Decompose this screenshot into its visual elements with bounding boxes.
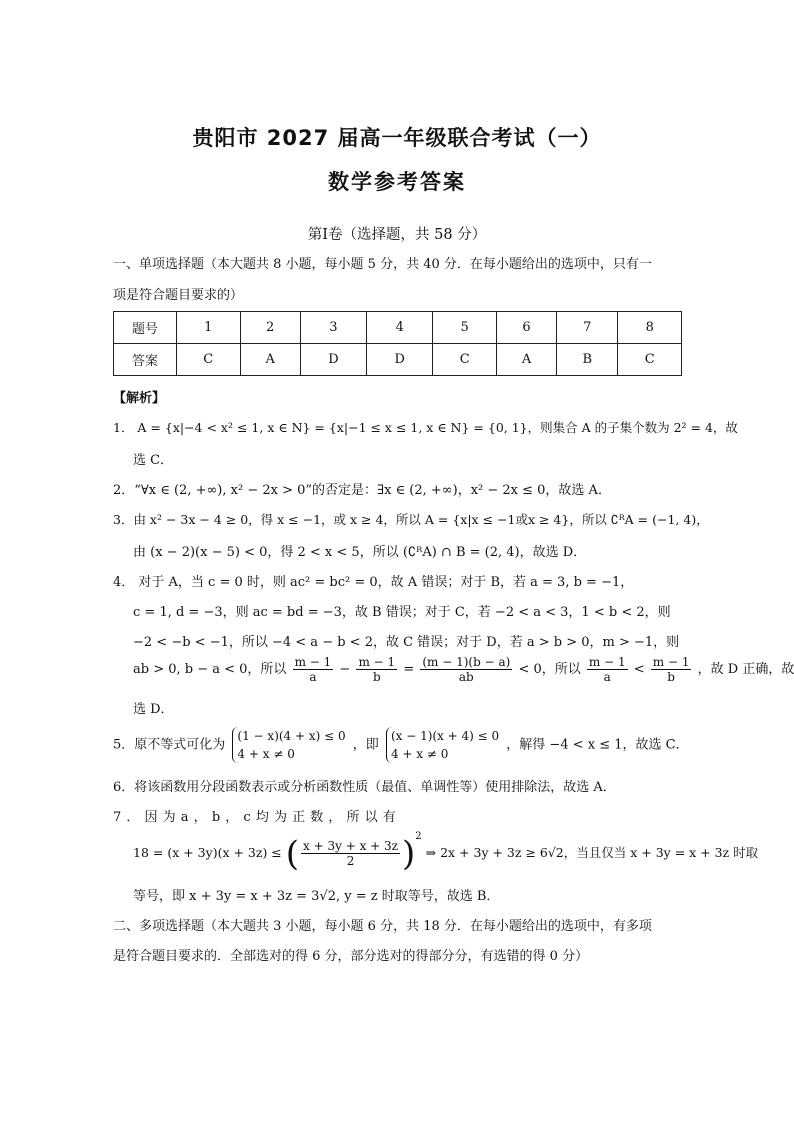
q4-line4-post: ，故 D 正确，故 [697,662,794,677]
question-cell: 1 [177,312,241,344]
question-cell: 3 [300,312,366,344]
section2-heading-line1: 二、多项选择题（本大题共 3 小题，每小题 6 分，共 18 分．在每小题给出的选项中，有多项 [113,919,652,934]
answer-cell: D [300,344,366,376]
table-row-questions [114,312,682,344]
q3-line1: 3．由 x² − 3x − 4 ≥ 0，得 x ≤ −1，或 x ≥ 4，所以 A = {x|x ≤ −1或x ≥ 4}，所以 ∁ᴿA = (−1, 4)， [113,512,709,527]
numerator: m − 1 [294,655,332,669]
answer-cell: B [557,344,618,376]
section2-heading-line2: 是符合题目要求的．全部选对的得 6 分，部分选对的得部分分，有选错的得 0 分） [113,949,589,964]
numerator: m − 1 [588,655,626,669]
q2-line1: 2．“∀x ∈ (2, +∞), x² − 2x > 0”的否定是：∃x ∈ (2, +∞)，x² − 2x ≤ 0，故选 A． [113,483,611,498]
q1-line2: 选 C． [133,453,174,468]
section1-heading-line1: 一、单项选择题（本大题共 8 小题，每小题 5 分，共 40 分．在每小题给出的选项中，只有一 [113,257,652,272]
q5-mid: ，即 [352,737,379,753]
q7-pre: 18 = (x + 3y)(x + 3z) ≤ [133,845,282,860]
q4-line2: c = 1, d = −3，则 ac = bd = −3，故 B 错误；对于 C，若 −2 < a < 3，1 < b < 2，则 [133,605,671,620]
table-row-answers [114,344,682,376]
denominator: ab [458,670,474,684]
q6-line1: 6．将该函数用分段函数表示或分析函数性质（最值、单调性等）使用排除法，故选 A． [113,780,616,795]
answer-cell: C [177,344,241,376]
system-row: 4 + x ≠ 0 [390,747,449,761]
q4-line3: −2 < −b < −1，所以 −4 < a − b < 2，故 C 错误；对于 D，若 a > b > 0，m > −1，则 [133,635,680,650]
numerator: m − 1 [652,655,690,669]
q7-line1: 7 ． 因 为 a ， b ， c 均 为 正 数 ， 所 以 有 [113,810,397,825]
fraction [587,655,628,684]
system-row: 4 + x ≠ 0 [237,747,295,761]
left-paren: ( [285,833,300,874]
section1-heading-line2: 项是符合题目要求的） [113,288,244,303]
row-label-answer: 答案 [114,344,177,376]
q7-line2 [133,831,759,874]
system-row: (1 − x)(4 + x) ≤ 0 [237,729,346,743]
q3-line2: 由 (x − 2)(x − 5) < 0，得 2 < x < 5，所以 (∁ᴿA) ∩ B = (2, 4)，故选 D． [133,545,587,560]
document-title: 贵阳市 2027 届高一年级联合考试（一） [192,126,602,150]
q7-post: ⇒ 2x + 3y + 3z ≥ 6√2，当且仅当 x + 3y = x + 3z 时取 [425,845,759,860]
question-cell: 2 [240,312,300,344]
numerator: (m − 1)(b − a) [422,655,511,669]
q5-post: ，解得 −4 < x ≤ 1，故选 C． [506,737,689,753]
fraction [301,839,400,868]
exponent: 2 [415,831,422,842]
q1-line1: 1． A = {x|−4 < x² ≤ 1, x ∈ N} = {x|−1 ≤ x ≤ 1, x ∈ N} = {0, 1}，则集合 A 的子集个数为 2² = 4，故 [113,420,738,435]
answer-table [113,311,682,376]
q5-line [113,727,689,763]
fraction [356,655,397,684]
operator: − [339,662,351,677]
question-cell: 7 [557,312,618,344]
question-cell: 6 [496,312,556,344]
answer-cell: A [496,344,556,376]
operator: = [403,662,415,677]
numerator: x + 3y + x + 3z [303,839,398,853]
volume-heading: 第Ⅰ卷（选择题，共 58 分） [307,227,487,243]
right-paren: ) [402,833,416,874]
q4-line4 [133,655,794,684]
denominator: a [309,670,317,684]
document-subtitle: 数学参考答案 [328,170,466,194]
fraction [651,655,692,684]
denominator: b [667,670,675,684]
numerator: m − 1 [358,655,396,669]
system-row: (x − 1)(x + 4) ≤ 0 [390,729,500,743]
denominator: b [372,670,381,684]
answer-cell: C [433,344,497,376]
answer-cell: C [618,344,682,376]
denominator: 2 [346,854,355,868]
row-label-question: 题号 [114,312,177,344]
question-cell: 5 [433,312,497,344]
question-cell: 4 [367,312,433,344]
fraction [293,655,334,684]
operator: < [633,662,645,677]
q7-line3: 等号，即 x + 3y = x + 3z = 3√2, y = z 时取等号，故选 B． [133,889,500,904]
inequality-system [386,727,499,763]
q4-line1: 4． 对于 A，当 c = 0 时，则 ac² = bc² = 0，故 A 错误；对于 B，若 a = 3, b = −1， [113,575,634,590]
denominator: a [603,670,611,684]
inequality-system [232,727,345,763]
answer-cell: A [240,344,300,376]
q5-pre: 5．原不等式可化为 [113,737,226,753]
fraction [420,655,512,684]
q4-line4-mid: < 0，所以 [518,662,581,677]
answer-cell: D [367,344,433,376]
q4-line5: 选 D． [133,702,174,717]
question-cell: 8 [618,312,682,344]
q4-line4-pre: ab > 0, b − a < 0，所以 [133,662,287,677]
analysis-label: 【解析】 [113,391,166,406]
